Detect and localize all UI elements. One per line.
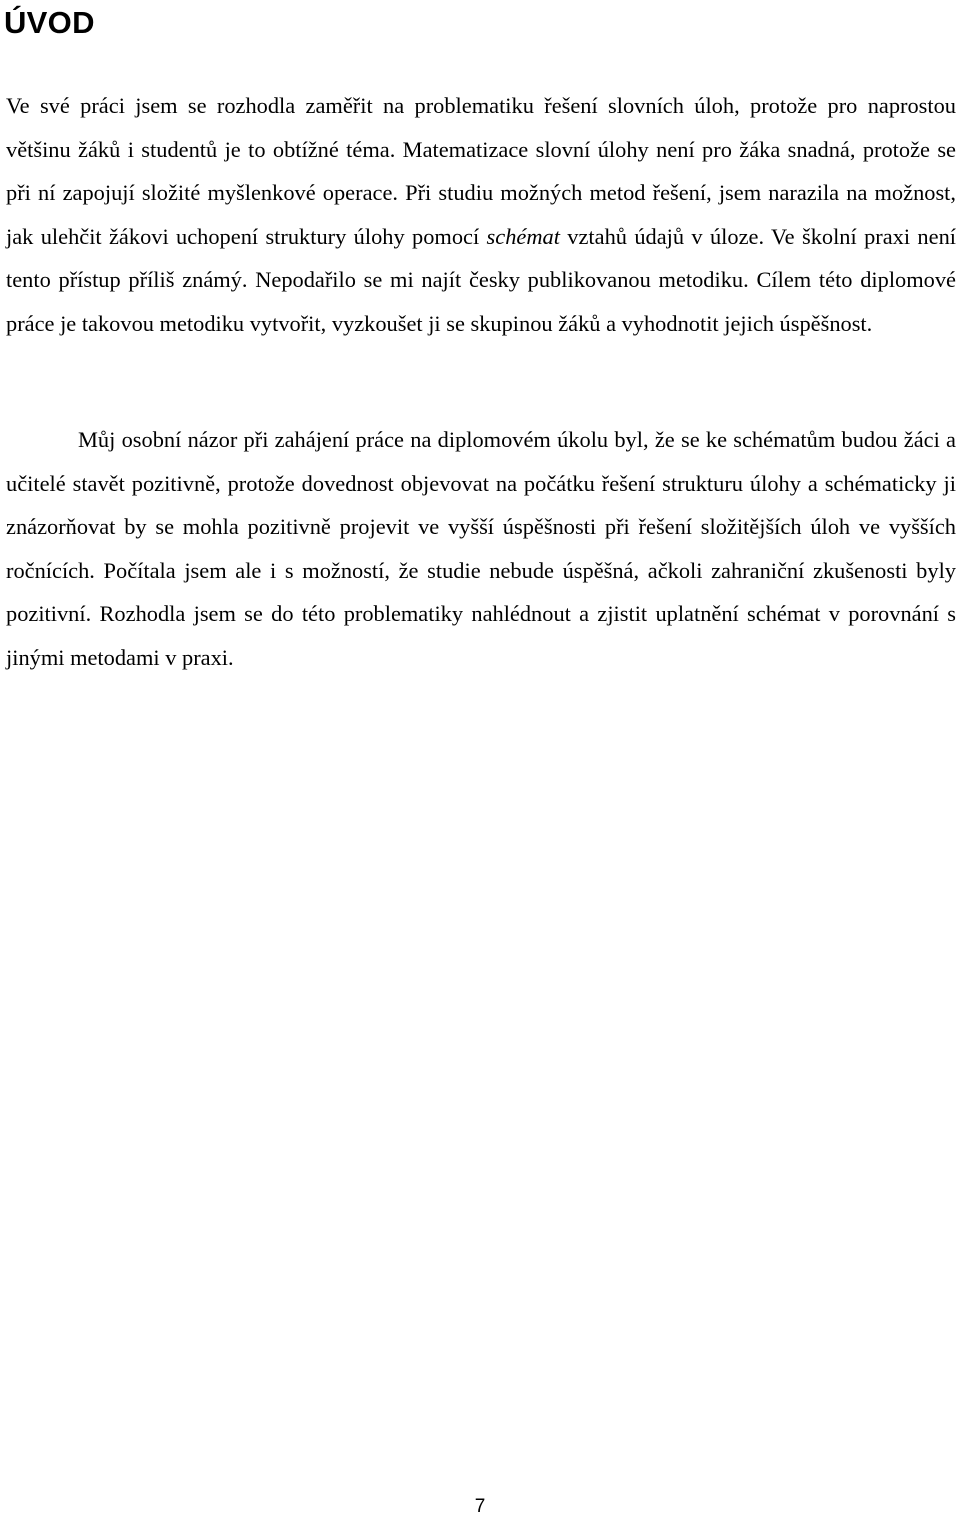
chapter-heading: ÚVOD xyxy=(4,5,95,40)
paragraph-opinion: Můj osobní názor při zahájení práce na diplomovém úkolu byl, že se ke schématům budou žáci a učitelé stavět pozitivně, protože dovednost objevovat na počátku řešení strukturu úlohy a schématicky ji znázorňovat by se mohla pozitivně projevit ve vyšší úspěšnosti při řešení složitějších úloh ve vyšších ročnících. Počítala jsem ale i s možností, že studie nebude úspěšná, ačkoli zahraniční zkušenosti byly pozitivní. Rozhodla jsem se do této problematiky nahlédnout a zjistit uplatnění schémat v porovnání s jinými metodami v praxi. xyxy=(6,427,956,670)
page-number: 7 xyxy=(474,1496,486,1517)
paragraph-intro-text-end: vztahů údajů v úloze. Ve školní praxi není tento přístup příliš známý. Nepodařilo se mi najít česky publikovanou metodiku. Cílem této diplomové práce je takovou metodiku vytvořit, vyzkoušet ji se skupinou žáků a vyhodnotit jejich úspěšnost. xyxy=(6,223,956,336)
paragraph-intro-text-start: Ve své práci jsem se rozhodla zaměřit na problematiku řešení slovních úloh, protože pro naprostou většinu žáků i studentů je to obtížné téma. Matematizace slovní úlohy není pro žáka snadná, protože se při ní zapojují složité myšlenkové operace. Při studiu možných metod řešení, jsem narazila na možnost, jak ulehčit žákovi uchopení struktury úlohy pomocí xyxy=(6,93,956,249)
paragraph-intro xyxy=(6,84,956,345)
emphasis-schemat: schémat xyxy=(486,223,560,249)
